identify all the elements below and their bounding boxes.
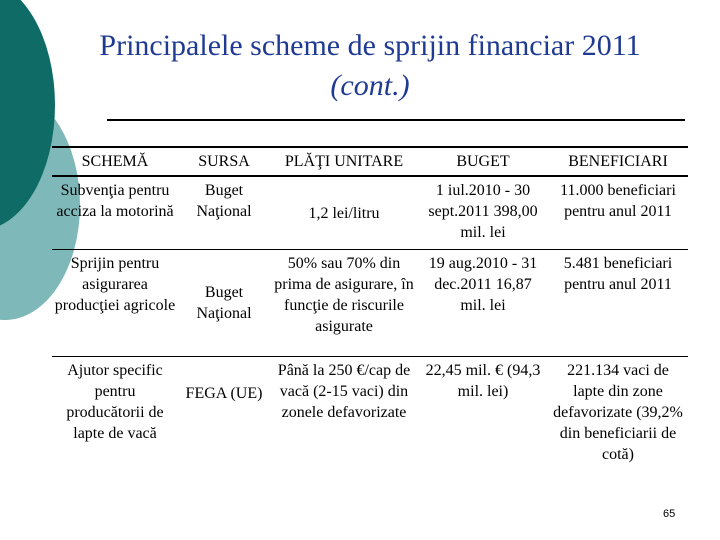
table-row <box>52 357 688 515</box>
title-divider <box>107 119 685 121</box>
cell-source: Buget Naţional <box>196 284 252 322</box>
table-row <box>52 176 688 250</box>
slide-title <box>40 26 700 106</box>
header-unit-payments: PLĂŢI UNITARE <box>284 153 404 170</box>
cell-beneficiaries: 221.134 vaci de lapte din zone defavorizate (39,2% din beneficiarii de cotă) <box>553 362 683 463</box>
cell-schema: Subvenţia pentru acciza la motorină <box>56 182 174 220</box>
table-header-row <box>52 147 688 176</box>
financial-schemes-table <box>52 146 688 514</box>
cell-beneficiaries: 5.481 beneficiari pentru anul 2011 <box>563 255 673 293</box>
cell-unit-payments: Până la 250 €/cap de vacă (2-15 vaci) din zonele defavorizate <box>277 362 411 421</box>
cell-beneficiaries: 11.000 beneficiari pentru anul 2011 <box>560 182 676 220</box>
title-line-sub: (cont.) <box>330 69 410 102</box>
header-source: SURSA <box>198 153 250 170</box>
cell-unit-payments: 1,2 lei/litru <box>308 204 380 222</box>
header-schema: SCHEMĂ <box>81 153 149 170</box>
cell-budget: 1 iul.2010 - 30 sept.2011 398,00 mil. lei <box>428 182 538 241</box>
table-row <box>52 250 688 357</box>
cell-budget: 19 aug.2010 - 31 dec.2011 16,87 mil. lei <box>428 255 538 314</box>
cell-source: Buget Naţional <box>196 182 252 220</box>
cell-budget: 22,45 mil. € (94,3 mil. lei) <box>425 362 541 400</box>
header-budget: BUGET <box>456 153 510 170</box>
cell-schema: Ajutor specific pentru producătorii de lapte de vacă <box>66 362 164 442</box>
cell-schema: Sprijin pentru asigurarea producţiei agricole <box>54 255 176 314</box>
title-line-main: Principalele scheme de sprijin financiar 2011 <box>99 29 641 62</box>
cell-source: FEGA (UE) <box>185 385 263 402</box>
cell-unit-payments: 50% sau 70% din prima de asigurare, în funcţie de riscurile asigurate <box>274 255 414 335</box>
header-beneficiaries: BENEFICIARI <box>568 153 668 170</box>
page-number: 65 <box>663 508 676 520</box>
